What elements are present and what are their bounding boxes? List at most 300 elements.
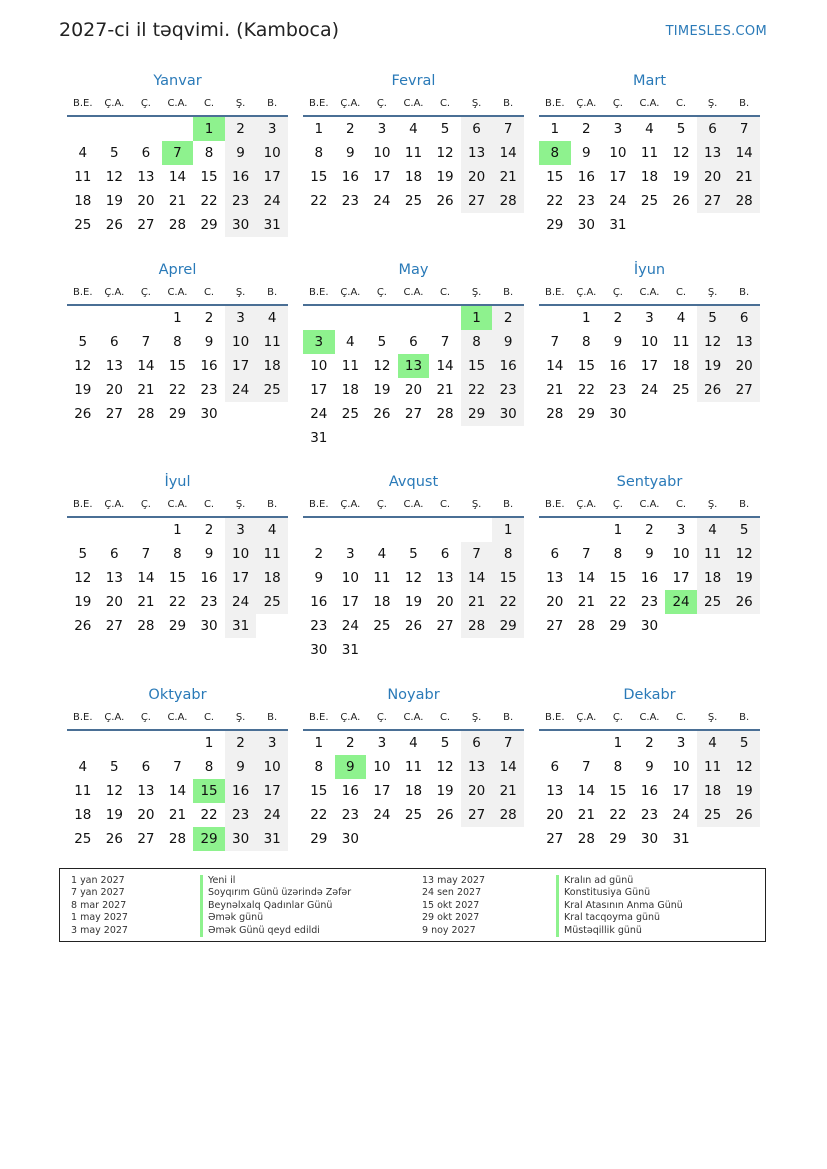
- day-cell[interactable]: 17: [373, 169, 391, 185]
- day-cell[interactable]: 9: [225, 141, 257, 165]
- day-cell[interactable]: 1: [613, 735, 623, 751]
- day-cell[interactable]: 23: [341, 807, 359, 823]
- day-cell[interactable]: 2: [225, 116, 257, 141]
- day-cell[interactable]: 14: [461, 566, 493, 590]
- day-cell[interactable]: 25: [256, 378, 288, 402]
- day-cell[interactable]: 13: [546, 570, 564, 586]
- day-cell[interactable]: 4: [409, 121, 418, 137]
- day-cell[interactable]: 22: [577, 382, 595, 398]
- day-cell[interactable]: 30: [577, 217, 595, 233]
- day-cell[interactable]: 22: [461, 378, 493, 402]
- day-cell[interactable]: 24: [256, 189, 288, 213]
- day-cell[interactable]: 4: [346, 334, 355, 350]
- day-cell[interactable]: 24: [373, 193, 391, 209]
- day-cell[interactable]: 13: [137, 783, 155, 799]
- day-cell[interactable]: 28: [436, 406, 454, 422]
- day-cell[interactable]: 24: [225, 378, 257, 402]
- day-cell[interactable]: 1: [314, 735, 324, 751]
- day-cell[interactable]: 29: [168, 618, 187, 634]
- day-cell[interactable]: 31: [609, 217, 627, 233]
- day-cell[interactable]: 4: [697, 730, 729, 755]
- day-cell[interactable]: 30: [609, 406, 627, 422]
- day-cell[interactable]: 22: [609, 807, 627, 823]
- day-cell[interactable]: 4: [256, 305, 288, 330]
- day-cell[interactable]: 19: [436, 783, 454, 799]
- day-cell[interactable]: 17: [256, 779, 288, 803]
- day-cell[interactable]: 9: [346, 145, 355, 161]
- day-cell[interactable]: 21: [137, 382, 155, 398]
- day-cell[interactable]: 16: [577, 169, 595, 185]
- day-cell[interactable]: 28: [577, 831, 595, 847]
- day-cell[interactable]: 13: [105, 570, 123, 586]
- day-cell[interactable]: 28: [168, 831, 187, 847]
- day-cell[interactable]: 26: [74, 618, 92, 634]
- day-cell[interactable]: 12: [436, 759, 454, 775]
- day-cell[interactable]: 26: [74, 406, 92, 422]
- day-cell[interactable]: 6: [440, 546, 450, 562]
- day-cell[interactable]: 2: [645, 522, 654, 538]
- day-cell[interactable]: 27: [461, 189, 493, 213]
- day-cell[interactable]: 6: [461, 730, 493, 755]
- day-cell[interactable]: 11: [404, 759, 423, 775]
- day-cell[interactable]: 20: [105, 382, 123, 398]
- day-cell[interactable]: 19: [105, 193, 123, 209]
- day-cell[interactable]: 21: [577, 807, 595, 823]
- day-cell[interactable]: 15: [546, 169, 564, 185]
- day-cell[interactable]: 1: [173, 310, 182, 326]
- day-cell[interactable]: 1: [492, 517, 524, 542]
- day-cell[interactable]: 28: [492, 803, 524, 827]
- day-cell[interactable]: 2: [613, 310, 623, 326]
- day-cell[interactable]: 10: [256, 755, 288, 779]
- day-cell[interactable]: 21: [168, 807, 187, 823]
- day-cell[interactable]: 15: [492, 566, 524, 590]
- day-cell[interactable]: 10: [373, 145, 391, 161]
- day-cell[interactable]: 11: [256, 542, 288, 566]
- day-cell[interactable]: 25: [256, 590, 288, 614]
- day-cell[interactable]: 19: [373, 382, 391, 398]
- holiday-day-cell[interactable]: 15: [193, 779, 225, 803]
- day-cell[interactable]: 18: [404, 783, 423, 799]
- day-cell[interactable]: 29: [461, 402, 493, 426]
- day-cell[interactable]: 30: [341, 831, 359, 847]
- day-cell[interactable]: 10: [225, 542, 257, 566]
- day-cell[interactable]: 12: [728, 755, 760, 779]
- day-cell[interactable]: 3: [676, 735, 686, 751]
- day-cell[interactable]: 28: [137, 618, 155, 634]
- day-cell[interactable]: 20: [436, 594, 454, 610]
- day-cell[interactable]: 17: [310, 382, 328, 398]
- day-cell[interactable]: 12: [697, 330, 729, 354]
- day-cell[interactable]: 26: [373, 406, 391, 422]
- day-cell[interactable]: 5: [728, 517, 760, 542]
- day-cell[interactable]: 2: [346, 735, 355, 751]
- day-cell[interactable]: 5: [728, 730, 760, 755]
- day-cell[interactable]: 21: [546, 382, 564, 398]
- day-cell[interactable]: 8: [173, 546, 182, 562]
- day-cell[interactable]: 20: [137, 807, 155, 823]
- day-cell[interactable]: 17: [341, 594, 359, 610]
- day-cell[interactable]: 5: [78, 334, 88, 350]
- day-cell[interactable]: 10: [256, 141, 288, 165]
- day-cell[interactable]: 11: [672, 334, 690, 350]
- day-cell[interactable]: 22: [200, 807, 218, 823]
- day-cell[interactable]: 27: [105, 406, 123, 422]
- day-cell[interactable]: 22: [168, 382, 187, 398]
- day-cell[interactable]: 8: [204, 145, 214, 161]
- day-cell[interactable]: 24: [672, 807, 690, 823]
- day-cell[interactable]: 6: [728, 305, 760, 330]
- day-cell[interactable]: 19: [105, 807, 123, 823]
- day-cell[interactable]: 15: [168, 358, 187, 374]
- day-cell[interactable]: 20: [461, 165, 493, 189]
- day-cell[interactable]: 10: [341, 570, 359, 586]
- day-cell[interactable]: 15: [609, 570, 627, 586]
- day-cell[interactable]: 18: [404, 169, 423, 185]
- day-cell[interactable]: 27: [436, 618, 454, 634]
- day-cell[interactable]: 26: [436, 807, 454, 823]
- day-cell[interactable]: 16: [225, 165, 257, 189]
- day-cell[interactable]: 29: [546, 217, 564, 233]
- day-cell[interactable]: 16: [640, 570, 659, 586]
- day-cell[interactable]: 8: [492, 542, 524, 566]
- day-cell[interactable]: 16: [640, 783, 659, 799]
- day-cell[interactable]: 31: [225, 614, 257, 638]
- day-cell[interactable]: 20: [546, 594, 564, 610]
- holiday-day-cell[interactable]: 8: [539, 141, 571, 165]
- day-cell[interactable]: 28: [137, 406, 155, 422]
- day-cell[interactable]: 12: [74, 358, 92, 374]
- day-cell[interactable]: 6: [461, 116, 493, 141]
- day-cell[interactable]: 9: [204, 546, 214, 562]
- day-cell[interactable]: 22: [168, 594, 187, 610]
- day-cell[interactable]: 2: [582, 121, 591, 137]
- day-cell[interactable]: 18: [256, 354, 288, 378]
- day-cell[interactable]: 3: [613, 121, 623, 137]
- day-cell[interactable]: 29: [168, 406, 187, 422]
- day-cell[interactable]: 23: [640, 807, 659, 823]
- day-cell[interactable]: 1: [550, 121, 560, 137]
- day-cell[interactable]: 23: [492, 378, 524, 402]
- day-cell[interactable]: 13: [728, 330, 760, 354]
- day-cell[interactable]: 5: [110, 759, 119, 775]
- day-cell[interactable]: 25: [74, 217, 92, 233]
- day-cell[interactable]: 16: [200, 358, 218, 374]
- day-cell[interactable]: 7: [728, 116, 760, 141]
- day-cell[interactable]: 2: [314, 546, 324, 562]
- day-cell[interactable]: 23: [310, 618, 328, 634]
- day-cell[interactable]: 15: [609, 783, 627, 799]
- day-cell[interactable]: 21: [461, 590, 493, 614]
- day-cell[interactable]: 7: [141, 334, 151, 350]
- day-cell[interactable]: 18: [74, 193, 92, 209]
- day-cell[interactable]: 10: [609, 145, 627, 161]
- day-cell[interactable]: 12: [373, 358, 391, 374]
- day-cell[interactable]: 28: [168, 217, 187, 233]
- day-cell[interactable]: 9: [314, 570, 324, 586]
- day-cell[interactable]: 1: [314, 121, 324, 137]
- day-cell[interactable]: 10: [373, 759, 391, 775]
- day-cell[interactable]: 1: [582, 310, 591, 326]
- day-cell[interactable]: 18: [640, 169, 659, 185]
- day-cell[interactable]: 27: [137, 831, 155, 847]
- day-cell[interactable]: 2: [492, 305, 524, 330]
- day-cell[interactable]: 6: [550, 546, 560, 562]
- day-cell[interactable]: 18: [341, 382, 359, 398]
- day-cell[interactable]: 3: [225, 305, 257, 330]
- day-cell[interactable]: 23: [225, 803, 257, 827]
- day-cell[interactable]: 29: [577, 406, 595, 422]
- day-cell[interactable]: 7: [550, 334, 560, 350]
- day-cell[interactable]: 26: [436, 193, 454, 209]
- day-cell[interactable]: 25: [404, 807, 423, 823]
- day-cell[interactable]: 14: [137, 570, 155, 586]
- day-cell[interactable]: 30: [225, 213, 257, 237]
- day-cell[interactable]: 21: [436, 382, 454, 398]
- day-cell[interactable]: 5: [440, 121, 450, 137]
- day-cell[interactable]: 6: [697, 116, 729, 141]
- day-cell[interactable]: 28: [492, 189, 524, 213]
- day-cell[interactable]: 22: [492, 590, 524, 614]
- day-cell[interactable]: 9: [582, 145, 591, 161]
- day-cell[interactable]: 10: [672, 546, 690, 562]
- day-cell[interactable]: 9: [492, 330, 524, 354]
- day-cell[interactable]: 18: [672, 358, 690, 374]
- day-cell[interactable]: 19: [404, 594, 423, 610]
- day-cell[interactable]: 19: [74, 382, 92, 398]
- day-cell[interactable]: 21: [137, 594, 155, 610]
- day-cell[interactable]: 3: [676, 522, 686, 538]
- day-cell[interactable]: 27: [404, 406, 423, 422]
- day-cell[interactable]: 1: [204, 735, 214, 751]
- day-cell[interactable]: 7: [582, 759, 591, 775]
- day-cell[interactable]: 10: [310, 358, 328, 374]
- day-cell[interactable]: 21: [492, 165, 524, 189]
- day-cell[interactable]: 15: [168, 570, 187, 586]
- day-cell[interactable]: 9: [645, 759, 654, 775]
- day-cell[interactable]: 17: [672, 783, 690, 799]
- day-cell[interactable]: 5: [697, 305, 729, 330]
- day-cell[interactable]: 18: [697, 779, 729, 803]
- day-cell[interactable]: 26: [697, 378, 729, 402]
- day-cell[interactable]: 26: [728, 803, 760, 827]
- day-cell[interactable]: 27: [728, 378, 760, 402]
- day-cell[interactable]: 13: [697, 141, 729, 165]
- day-cell[interactable]: 4: [676, 310, 686, 326]
- day-cell[interactable]: 20: [728, 354, 760, 378]
- day-cell[interactable]: 21: [492, 779, 524, 803]
- day-cell[interactable]: 23: [200, 594, 218, 610]
- day-cell[interactable]: 16: [609, 358, 627, 374]
- day-cell[interactable]: 1: [613, 522, 623, 538]
- day-cell[interactable]: 30: [640, 831, 659, 847]
- day-cell[interactable]: 25: [697, 803, 729, 827]
- day-cell[interactable]: 20: [137, 193, 155, 209]
- day-cell[interactable]: 17: [672, 570, 690, 586]
- holiday-day-cell[interactable]: 1: [461, 305, 493, 330]
- day-cell[interactable]: 12: [105, 169, 123, 185]
- day-cell[interactable]: 6: [550, 759, 560, 775]
- day-cell[interactable]: 31: [310, 430, 328, 446]
- day-cell[interactable]: 29: [609, 618, 627, 634]
- day-cell[interactable]: 18: [256, 566, 288, 590]
- day-cell[interactable]: 3: [225, 517, 257, 542]
- day-cell[interactable]: 10: [672, 759, 690, 775]
- day-cell[interactable]: 4: [645, 121, 654, 137]
- day-cell[interactable]: 16: [341, 783, 359, 799]
- day-cell[interactable]: 24: [640, 382, 659, 398]
- day-cell[interactable]: 27: [461, 803, 493, 827]
- day-cell[interactable]: 2: [225, 730, 257, 755]
- day-cell[interactable]: 13: [137, 169, 155, 185]
- day-cell[interactable]: 11: [640, 145, 659, 161]
- day-cell[interactable]: 27: [546, 618, 564, 634]
- day-cell[interactable]: 14: [546, 358, 564, 374]
- day-cell[interactable]: 16: [225, 779, 257, 803]
- day-cell[interactable]: 2: [204, 310, 214, 326]
- day-cell[interactable]: 29: [609, 831, 627, 847]
- day-cell[interactable]: 27: [137, 217, 155, 233]
- day-cell[interactable]: 6: [141, 145, 151, 161]
- day-cell[interactable]: 18: [373, 594, 391, 610]
- day-cell[interactable]: 7: [492, 116, 524, 141]
- day-cell[interactable]: 28: [546, 406, 564, 422]
- day-cell[interactable]: 14: [492, 755, 524, 779]
- day-cell[interactable]: 21: [577, 594, 595, 610]
- holiday-day-cell[interactable]: 3: [303, 330, 335, 354]
- day-cell[interactable]: 20: [105, 594, 123, 610]
- day-cell[interactable]: 4: [256, 517, 288, 542]
- day-cell[interactable]: 17: [609, 169, 627, 185]
- day-cell[interactable]: 19: [728, 566, 760, 590]
- day-cell[interactable]: 25: [373, 618, 391, 634]
- day-cell[interactable]: 8: [613, 759, 623, 775]
- day-cell[interactable]: 21: [168, 193, 187, 209]
- day-cell[interactable]: 12: [728, 542, 760, 566]
- day-cell[interactable]: 27: [105, 618, 123, 634]
- day-cell[interactable]: 20: [404, 382, 423, 398]
- day-cell[interactable]: 24: [310, 406, 328, 422]
- day-cell[interactable]: 25: [74, 831, 92, 847]
- day-cell[interactable]: 6: [409, 334, 418, 350]
- day-cell[interactable]: 30: [640, 618, 659, 634]
- holiday-day-cell[interactable]: 29: [193, 827, 225, 851]
- day-cell[interactable]: 7: [461, 542, 493, 566]
- day-cell[interactable]: 11: [697, 542, 729, 566]
- day-cell[interactable]: 4: [409, 735, 418, 751]
- day-cell[interactable]: 30: [200, 406, 218, 422]
- day-cell[interactable]: 12: [74, 570, 92, 586]
- day-cell[interactable]: 26: [105, 217, 123, 233]
- day-cell[interactable]: 14: [436, 358, 454, 374]
- day-cell[interactable]: 17: [640, 358, 659, 374]
- day-cell[interactable]: 10: [640, 334, 659, 350]
- day-cell[interactable]: 29: [200, 217, 218, 233]
- day-cell[interactable]: 15: [577, 358, 595, 374]
- day-cell[interactable]: 21: [728, 165, 760, 189]
- day-cell[interactable]: 14: [577, 570, 595, 586]
- day-cell[interactable]: 11: [373, 570, 391, 586]
- day-cell[interactable]: 16: [200, 570, 218, 586]
- day-cell[interactable]: 11: [74, 169, 92, 185]
- day-cell[interactable]: 18: [74, 807, 92, 823]
- day-cell[interactable]: 25: [404, 193, 423, 209]
- day-cell[interactable]: 26: [672, 193, 690, 209]
- day-cell[interactable]: 3: [377, 735, 387, 751]
- day-cell[interactable]: 5: [110, 145, 119, 161]
- day-cell[interactable]: 8: [613, 546, 623, 562]
- day-cell[interactable]: 12: [672, 145, 690, 161]
- day-cell[interactable]: 6: [141, 759, 151, 775]
- day-cell[interactable]: 13: [461, 755, 493, 779]
- day-cell[interactable]: 19: [672, 169, 690, 185]
- day-cell[interactable]: 31: [341, 642, 359, 658]
- day-cell[interactable]: 7: [440, 334, 450, 350]
- day-cell[interactable]: 20: [461, 779, 493, 803]
- day-cell[interactable]: 17: [225, 566, 257, 590]
- day-cell[interactable]: 22: [310, 193, 328, 209]
- day-cell[interactable]: 5: [409, 546, 418, 562]
- day-cell[interactable]: 11: [341, 358, 359, 374]
- day-cell[interactable]: 19: [436, 169, 454, 185]
- day-cell[interactable]: 25: [672, 382, 690, 398]
- day-cell[interactable]: 27: [697, 189, 729, 213]
- day-cell[interactable]: 28: [461, 614, 493, 638]
- day-cell[interactable]: 7: [141, 546, 151, 562]
- day-cell[interactable]: 26: [105, 831, 123, 847]
- day-cell[interactable]: 15: [200, 169, 218, 185]
- day-cell[interactable]: 23: [200, 382, 218, 398]
- day-cell[interactable]: 5: [676, 121, 686, 137]
- day-cell[interactable]: 28: [577, 618, 595, 634]
- day-cell[interactable]: 30: [225, 827, 257, 851]
- day-cell[interactable]: 17: [225, 354, 257, 378]
- day-cell[interactable]: 17: [256, 165, 288, 189]
- day-cell[interactable]: 3: [645, 310, 654, 326]
- day-cell[interactable]: 8: [173, 334, 182, 350]
- day-cell[interactable]: 31: [672, 831, 690, 847]
- day-cell[interactable]: 13: [461, 141, 493, 165]
- holiday-day-cell[interactable]: 13: [398, 354, 430, 378]
- day-cell[interactable]: 4: [377, 546, 387, 562]
- day-cell[interactable]: 14: [492, 141, 524, 165]
- day-cell[interactable]: 14: [168, 169, 187, 185]
- day-cell[interactable]: 4: [78, 759, 88, 775]
- day-cell[interactable]: 14: [137, 358, 155, 374]
- day-cell[interactable]: 23: [577, 193, 595, 209]
- day-cell[interactable]: 11: [74, 783, 92, 799]
- day-cell[interactable]: 13: [105, 358, 123, 374]
- day-cell[interactable]: 31: [256, 827, 288, 851]
- day-cell[interactable]: 27: [546, 831, 564, 847]
- day-cell[interactable]: 30: [492, 402, 524, 426]
- day-cell[interactable]: 15: [461, 354, 493, 378]
- day-cell[interactable]: 24: [373, 807, 391, 823]
- day-cell[interactable]: 13: [546, 783, 564, 799]
- day-cell[interactable]: 2: [204, 522, 214, 538]
- day-cell[interactable]: 14: [577, 783, 595, 799]
- day-cell[interactable]: 22: [546, 193, 564, 209]
- day-cell[interactable]: 5: [78, 546, 88, 562]
- holiday-day-cell[interactable]: 1: [193, 116, 225, 141]
- day-cell[interactable]: 9: [204, 334, 214, 350]
- day-cell[interactable]: 9: [613, 334, 623, 350]
- day-cell[interactable]: 12: [436, 145, 454, 161]
- day-cell[interactable]: 7: [173, 759, 182, 775]
- day-cell[interactable]: 29: [310, 831, 328, 847]
- day-cell[interactable]: 15: [310, 169, 328, 185]
- day-cell[interactable]: 3: [377, 121, 387, 137]
